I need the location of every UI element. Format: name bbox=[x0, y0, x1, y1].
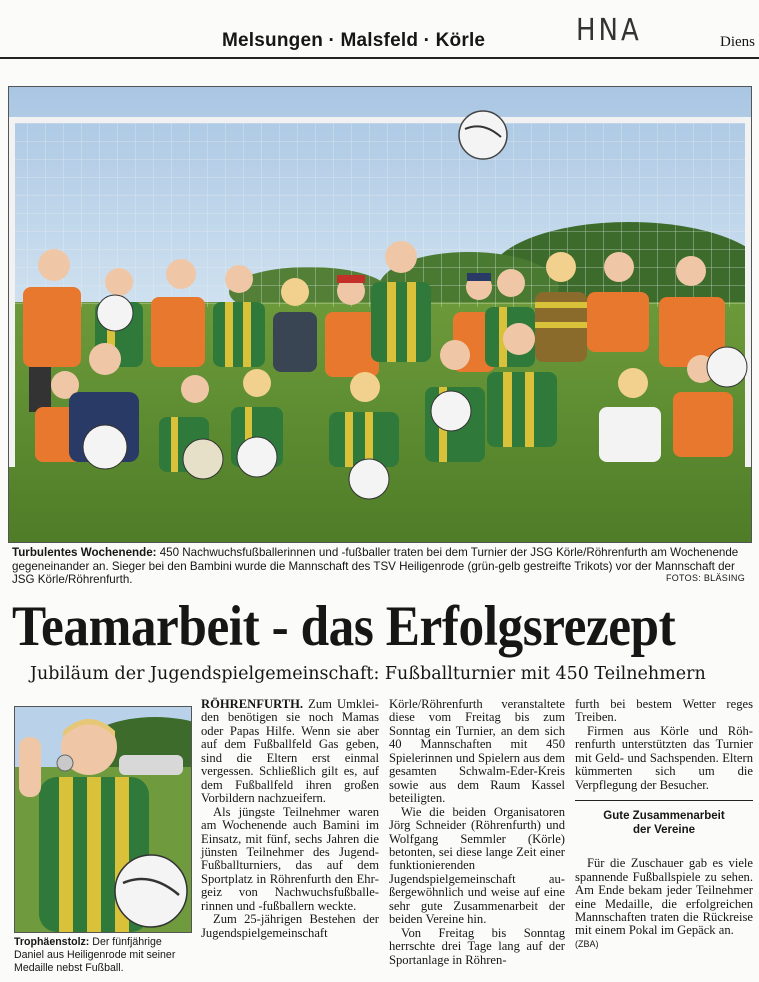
column-3-paragraph-1: furth bei bestem Wetter reges Treiben. bbox=[575, 697, 753, 725]
column-2-paragraph-1: Körle/Röhrenfurth veranstaltete diese vom Freitag bis zum Sonntag ein Turnier, an dem sich 40 Mannschaften mit 450 Spielerinnen und Spielern aus dem gesamten Schwalm-Eder-Kreis sowie aus dem Raum Kassel beteiligten. bbox=[389, 697, 565, 806]
subsection-heading: Gute Zusammenarbeit der Vereine bbox=[575, 800, 753, 837]
article-headline: Teamarbeit - das Erfolgsrezept bbox=[12, 595, 676, 658]
column-1-paragraph-2: Als jüngste Teilnehmer waren am Wochenende auch Bamini im Einsatz, mit fünf, sechs Jahren die jünsten Teilnehmer des Jugend-Fußballturniers, das auf dem Sportplatz in Röhrenfurth den Ehrgeiz von Nachwuchsfußballerinnen und -fußballern weckte. bbox=[201, 804, 379, 913]
column-2-paragraph-3: Von Freitag bis Sonntag herrschte drei Tage lang auf der Sportanlage in Röhren- bbox=[389, 925, 565, 967]
article-column-2 bbox=[389, 698, 565, 967]
article-dateline: RÖHRENFURTH. bbox=[201, 697, 304, 711]
article-subheadline: Jubiläum der Jugendspielgemeinschaft: Fußballturnier mit 450 Teilnehmern bbox=[30, 664, 706, 684]
section-heading: Melsungen · Malsfeld · Körle bbox=[222, 30, 486, 51]
column-3-paragraph-2: Firmen aus Körle und Röhrenfurth unterstützten das Turnier mit Geld- und Sachspenden. Eltern kümmerten sich um die Verpflegung der Besucher. bbox=[575, 723, 753, 792]
photo-caption-lead: Turbulentes Wochenende: bbox=[12, 546, 157, 559]
article-column-3 bbox=[575, 698, 753, 951]
dateline: Diens bbox=[720, 34, 755, 50]
boy-with-medal-photo bbox=[14, 706, 192, 933]
small-caption-text: Der fünfjährige Daniel aus Heiligenrode mit seiner Medaille nebst Fußball. bbox=[14, 936, 176, 974]
column-3-paragraph-3: Für die Zuschauer gab es viele spannende Fußballspiele zu sehen. Am Ende bekam jeder Teilnehmer eine Medaille, die erfolgreichen Mannschaften traten die Rückreise mit einem Pokal im Gepäck an. bbox=[575, 856, 753, 938]
header-rule bbox=[0, 57, 759, 59]
article-column-1 bbox=[201, 698, 379, 940]
photo-credit: FOTOS: BLÄSING bbox=[665, 573, 745, 583]
photo-caption bbox=[12, 546, 752, 587]
handwritten-note: HNA bbox=[576, 13, 642, 49]
column-1-paragraph-3: Zum 25-jährigen Bestehen der Jugendspielgemeinschaft bbox=[201, 912, 379, 940]
small-caption-lead: Trophäenstolz: bbox=[14, 936, 90, 948]
small-photo-caption bbox=[14, 936, 192, 975]
column-2-paragraph-2: Wie die beiden Organisatoren Jörg Schneider (Röhrenfurth) und Wolfgang Semmler (Körle) betonten, sei diese lange Zeit einer funktionierenden Jugendspielgemeinschaft außergewöhnlich und weise auf eine sehr gute Zusammenarbeit der beiden Vereine hin. bbox=[389, 804, 565, 927]
author-tag: (ZBA) bbox=[575, 938, 599, 949]
photo-caption-text: 450 Nachwuchsfußballerinnen und -fußballer traten bei dem Turnier der JSG Körle/Röhrenfurth am Wochenende gegeneinander an. Sieger bei den Bambini wurde die Mannschaft des TSV Heiligenrode (grün-gelb gestreifte Trikots) vor der Mannschaft der JSG Körle/Röhrenfurth. bbox=[12, 546, 739, 586]
team-photo bbox=[8, 86, 752, 543]
column-1-paragraph-1: RÖHRENFURTH. Zum Umkleiden benötigen sie noch Mamas oder Papas Hilfe. Wenn sie aber auf dem Fußballfeld Gas geben, sind die Eltern erst einmal vergessen. Schließlich gilt es, auf dem Fußballfeld ihren großen Vorbildern nachzueifern. bbox=[201, 697, 379, 806]
